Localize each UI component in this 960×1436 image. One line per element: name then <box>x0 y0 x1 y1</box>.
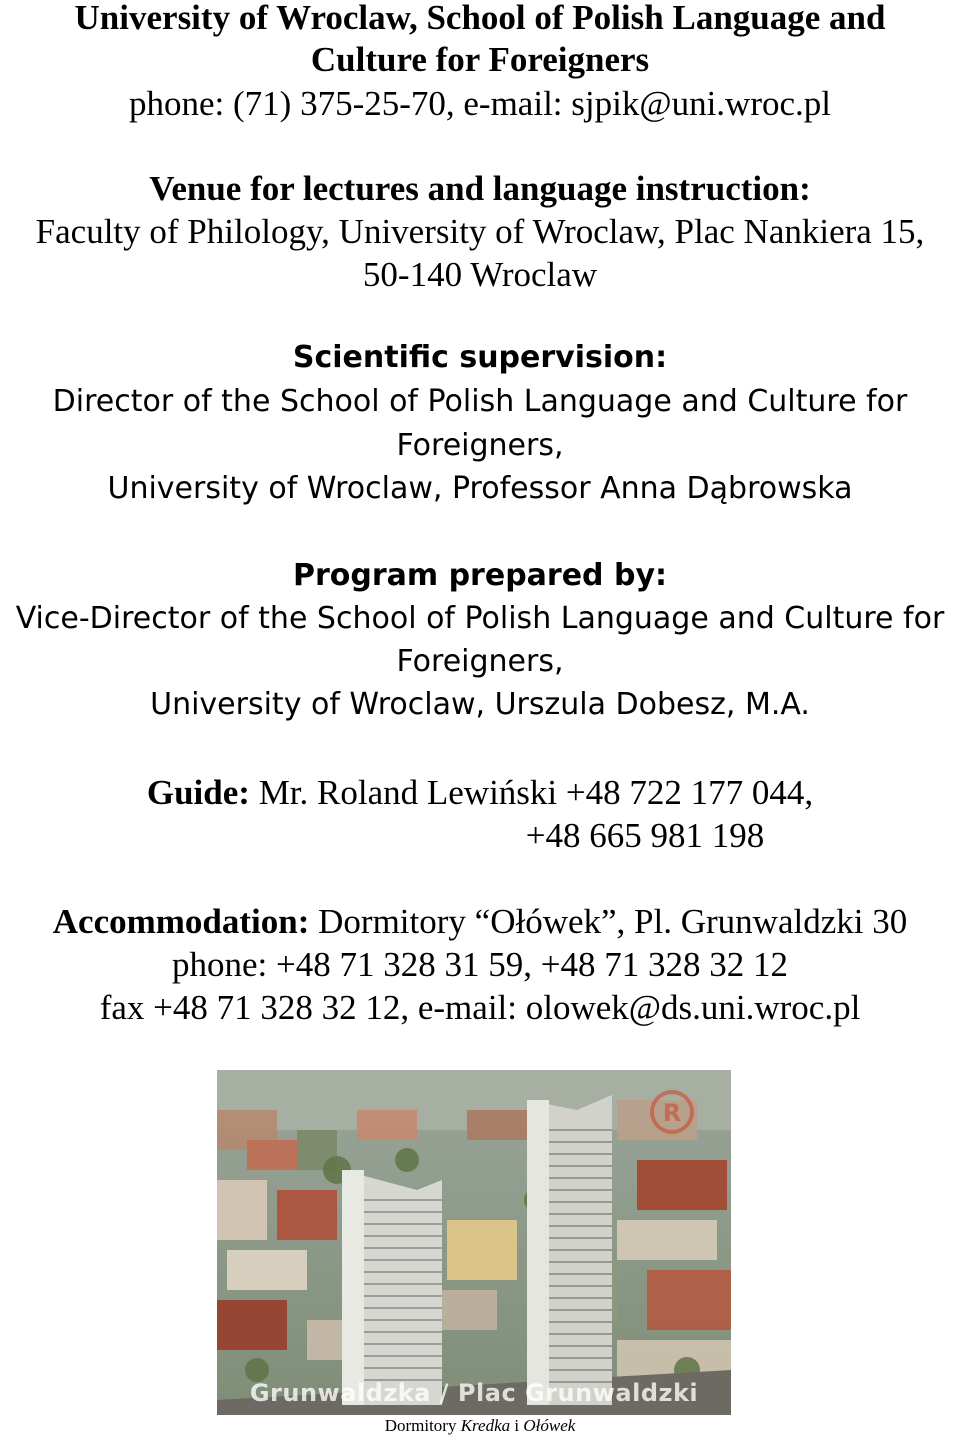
venue-line1: Faculty of Philology, University of Wroclaw, Plac Nankiera 15, <box>35 212 925 251</box>
watermark-letter: R <box>662 1099 682 1127</box>
photo-caption: Dormitory Kredka i Ołówek <box>384 1416 576 1435</box>
venue-heading: Venue for lectures and language instruction: <box>149 169 811 208</box>
dormitory-photo <box>217 1070 731 1415</box>
supervision-heading: Scientific supervision: <box>292 340 668 375</box>
accommodation-phone: phone: +48 71 328 31 59, +48 71 328 32 12 <box>172 945 788 984</box>
program-heading: Program prepared by: <box>292 558 668 593</box>
guide-line2: +48 665 981 198 <box>525 816 765 855</box>
guide-line1: Guide: Mr. Roland Lewiński +48 722 177 044, <box>146 773 814 812</box>
guide-label: Guide: <box>146 773 250 812</box>
accommodation-fax-email: fax +48 71 328 32 12, e-mail: olowek@ds.uni.wroc.pl <box>99 988 861 1027</box>
supervision-line1: Director of the School of Polish Language and Culture for <box>52 384 908 419</box>
program-line3: University of Wroclaw, Urszula Dobesz, M.A. <box>150 687 810 722</box>
school-title-line2: Culture for Foreigners <box>310 40 650 79</box>
photo-overlay-text: Grunwaldzka / Plac Grunwaldzki <box>249 1379 699 1407</box>
supervision-line3: University of Wroclaw, Professor Anna Dąbrowska <box>107 471 853 506</box>
program-line1: Vice-Director of the School of Polish Language and Culture for <box>15 601 945 636</box>
venue-line2: 50-140 Wroclaw <box>362 255 598 294</box>
school-contact: phone: (71) 375-25-70, e-mail: sjpik@uni.wroc.pl <box>129 84 831 123</box>
school-title-line1: University of Wroclaw, School of Polish Language and <box>74 0 886 37</box>
program-line2: Foreigners, <box>396 644 564 679</box>
supervision-line2: Foreigners, <box>396 428 564 463</box>
accommodation-label: Accommodation: <box>52 902 310 941</box>
accommodation-line1: Accommodation: Dormitory “Ołówek”, Pl. Grunwaldzki 30 <box>52 902 908 941</box>
